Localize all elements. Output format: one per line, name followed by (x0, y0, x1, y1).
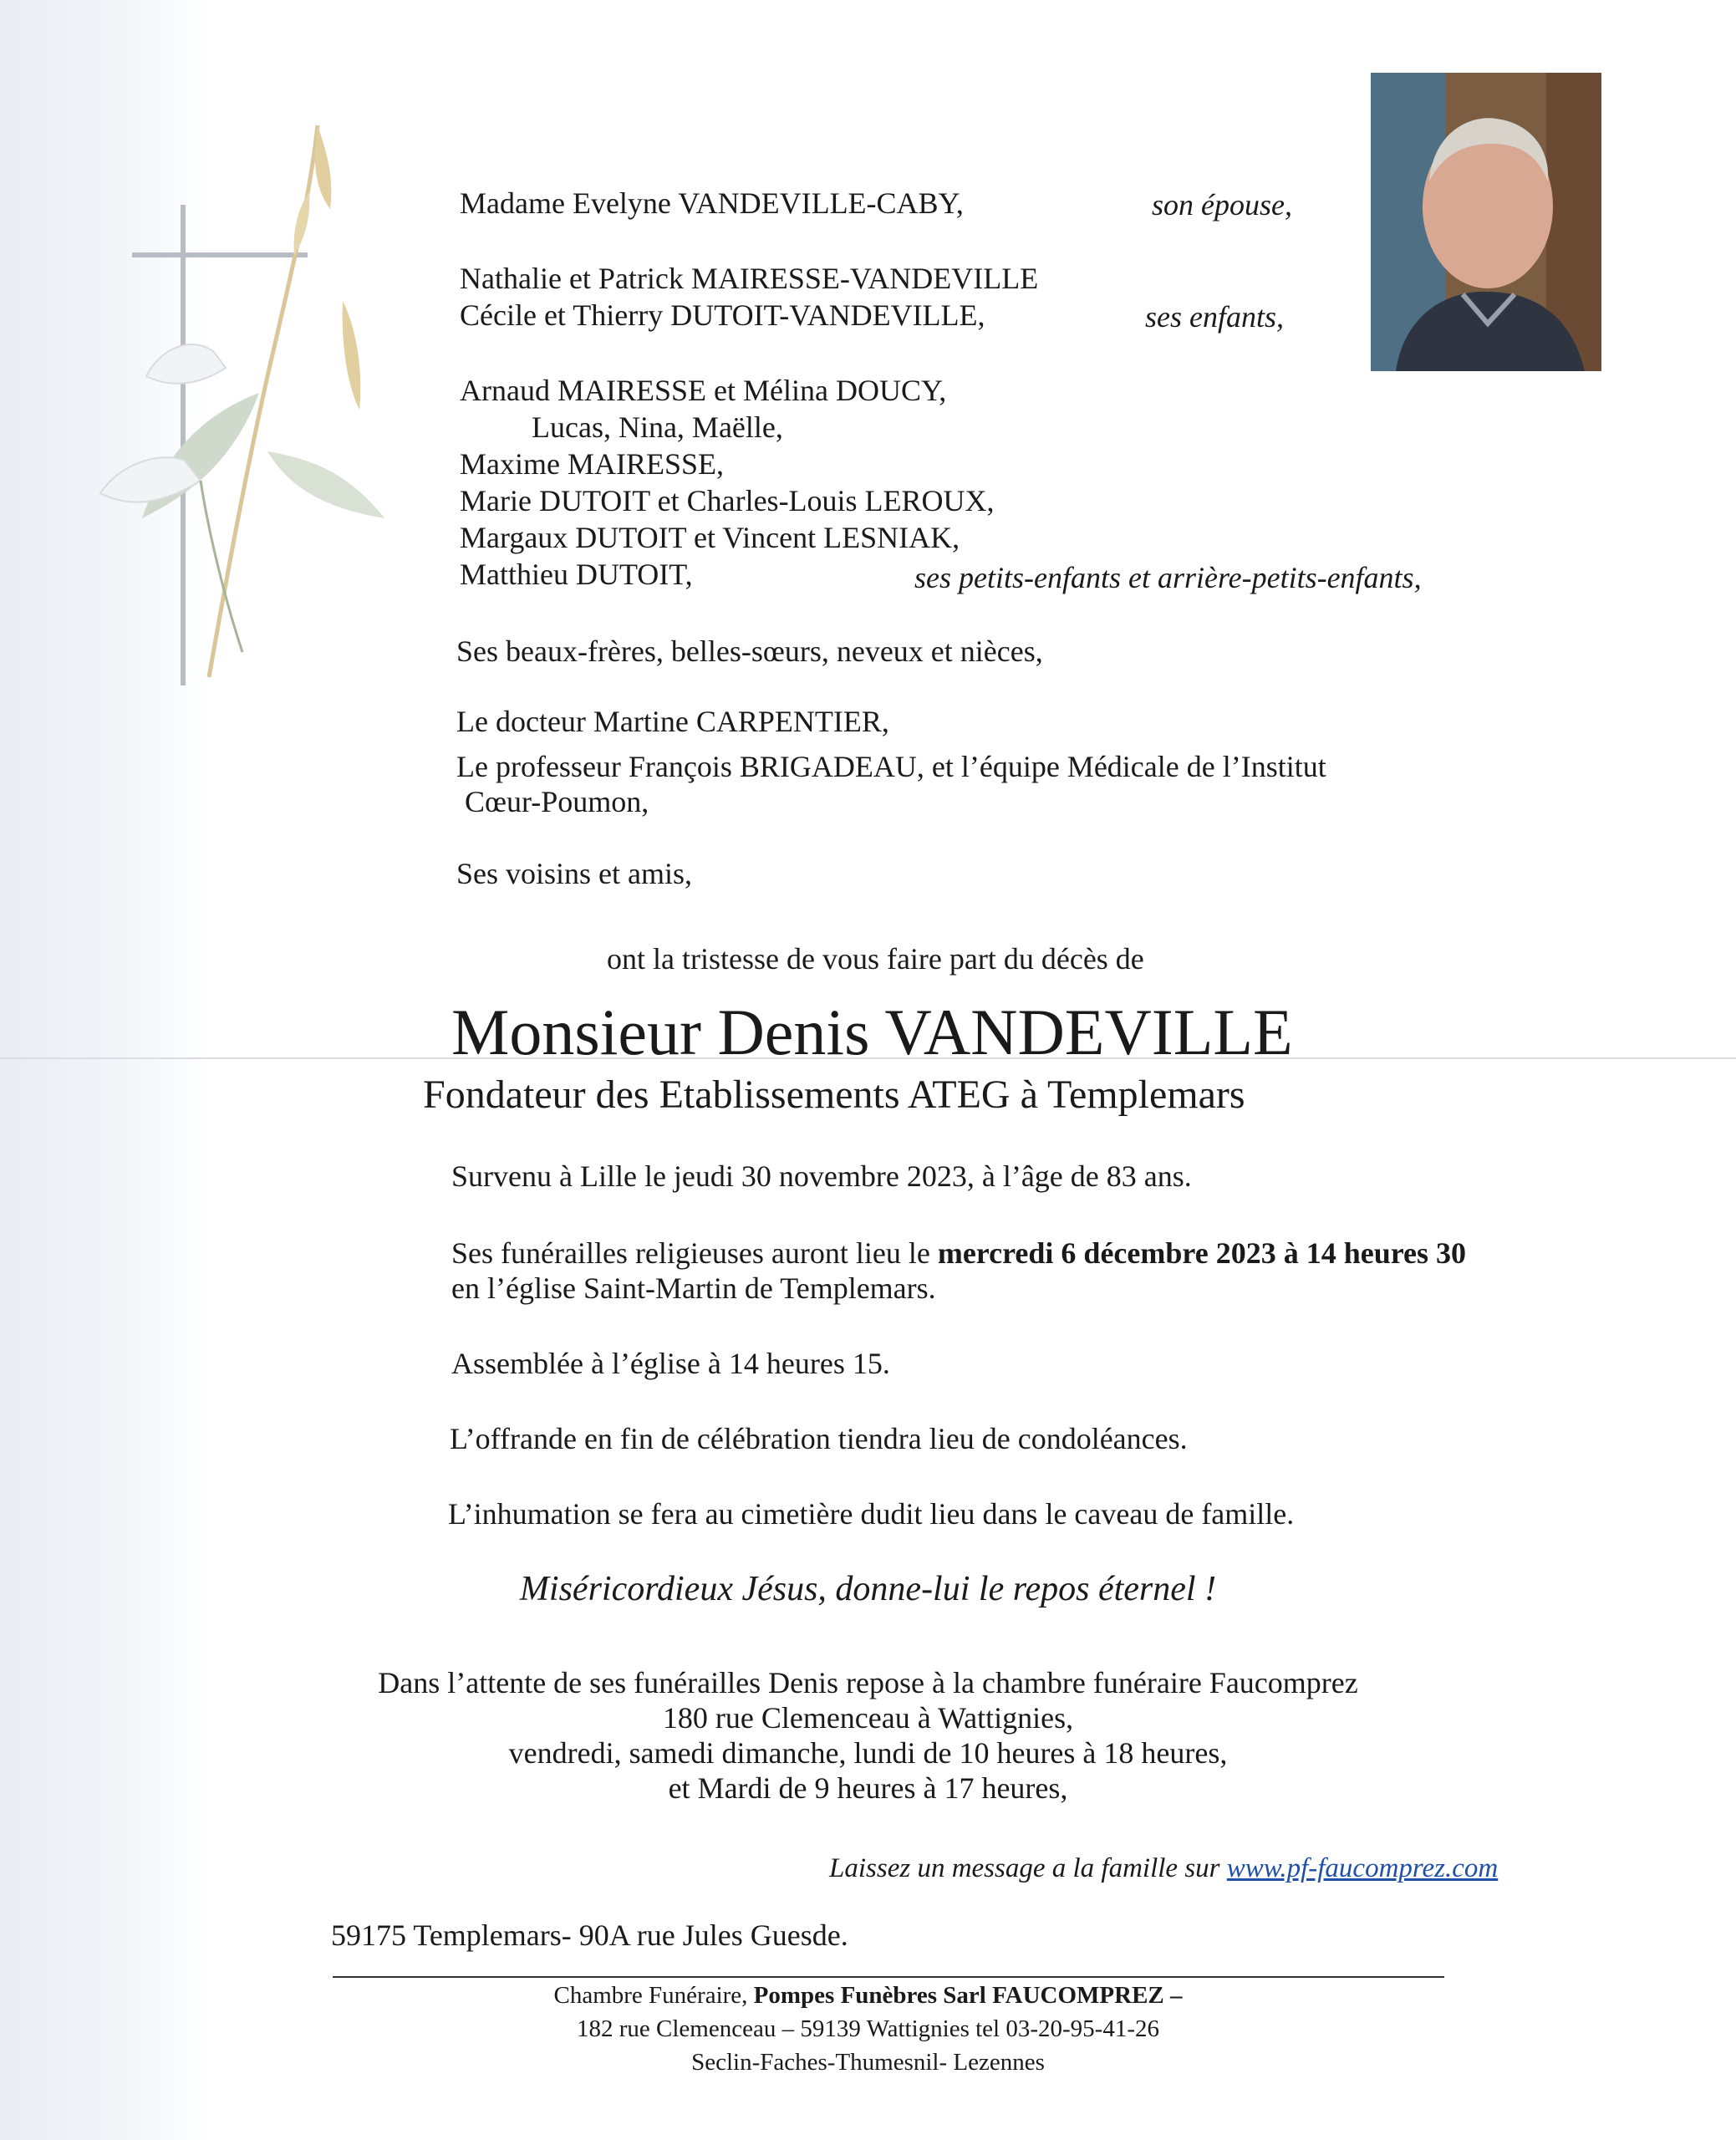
grandchild-line: Maxime MAIRESSE, (460, 447, 725, 481)
funeral-prefix: Ses funérailles religieuses auront lieu le (451, 1236, 938, 1270)
footer-line-1 (0, 1981, 1736, 2010)
burial-line: L’inhumation se fera au cimetière dudit lieu dans le caveau de famille. (448, 1497, 1295, 1531)
deceased-title: Fondateur des Etablissements ATEG à Templemars (423, 1073, 1245, 1117)
child-name: Cécile et Thierry DUTOIT-VANDEVILLE, (460, 298, 985, 332)
in-laws-line: Ses beaux-frères, belles-sœurs, neveux et nièces, (456, 634, 1043, 668)
funeral-date: mercredi 6 décembre 2023 à 14 heures 30 (937, 1236, 1467, 1270)
grandchild-line: Matthieu DUTOIT, (460, 558, 693, 591)
spouse-name: Madame Evelyne VANDEVILLE-CABY, (460, 186, 964, 220)
medical-line: Le docteur Martine CARPENTIER, (456, 705, 889, 738)
prayer-line: Miséricordieux Jésus, donne-lui le repos éternel ! (519, 1570, 1217, 1608)
footer-line-3: Seclin-Faches-Thumesnil- Lezennes (691, 2049, 1045, 2076)
funeral-place: en l’église Saint-Martin de Templemars. (451, 1271, 936, 1305)
death-line: Survenu à Lille le jeudi 30 novembre 2023, à l’âge de 83 ans. (451, 1159, 1192, 1193)
child-name: Nathalie et Patrick MAIRESSE-VANDEVILLE (460, 262, 1039, 295)
footer-prefix: Chambre Funéraire, (553, 1982, 754, 2009)
message-text: Laissez un message a la famille sur (829, 1853, 1227, 1883)
cross-horizontal (132, 252, 308, 257)
offering-line: L’offrande en fin de célébration tiendra lieu de condoléances. (450, 1422, 1188, 1455)
footer-company: Pompes Funèbres Sarl FAUCOMPREZ – (753, 1982, 1183, 2009)
visitation-line: vendredi, samedi dimanche, lundi de 10 heures à 18 heures, (508, 1736, 1228, 1770)
grandchild-line: Margaux DUTOIT et Vincent LESNIAK, (460, 521, 960, 554)
footer-divider (333, 1976, 1444, 1978)
visitation-line: et Mardi de 9 heures à 17 heures, (668, 1771, 1068, 1805)
medical-line: Le professeur François BRIGADEAU, et l’équipe Médicale de l’Institut (456, 750, 1326, 783)
deceased-name: Monsieur Denis VANDEVILLE (451, 996, 1293, 1068)
cross-lily-decoration (67, 100, 401, 685)
address-line: 59175 Templemars- 90A rue Jules Guesde. (331, 1918, 848, 1952)
grandchild-line: Arnaud MAIRESSE et Mélina DOUCY, (460, 374, 947, 407)
announcement-intro: ont la tristesse de vous faire part du décès de (607, 942, 1144, 976)
assembly-line: Assemblée à l’église à 14 heures 15. (451, 1347, 890, 1380)
grandchild-line: Lucas, Nina, Maëlle, (532, 410, 783, 444)
funeral-line (451, 1236, 1466, 1271)
message-line (829, 1851, 1498, 1886)
footer-line-2: 182 rue Clemenceau – 59139 Wattignies tel 03-20-95-41-26 (577, 2015, 1159, 2042)
neighbours-line: Ses voisins et amis, (456, 857, 693, 890)
medical-line: Cœur-Poumon, (465, 785, 649, 818)
grandchild-line: Marie DUTOIT et Charles-Louis LEROUX, (460, 484, 995, 517)
children-role: ses enfants, (1145, 300, 1284, 334)
visitation-line: 180 rue Clemenceau à Wattignies, (662, 1701, 1074, 1735)
spouse-role: son épouse, (1152, 188, 1292, 222)
website-link[interactable]: www.pf-faucomprez.com (1226, 1853, 1499, 1883)
grandchildren-role: ses petits-enfants et arrière-petits-enfants, (914, 561, 1422, 594)
portrait-photo (1371, 73, 1601, 371)
visitation-line: Dans l’attente de ses funérailles Denis repose à la chambre funéraire Faucomprez (378, 1666, 1358, 1699)
